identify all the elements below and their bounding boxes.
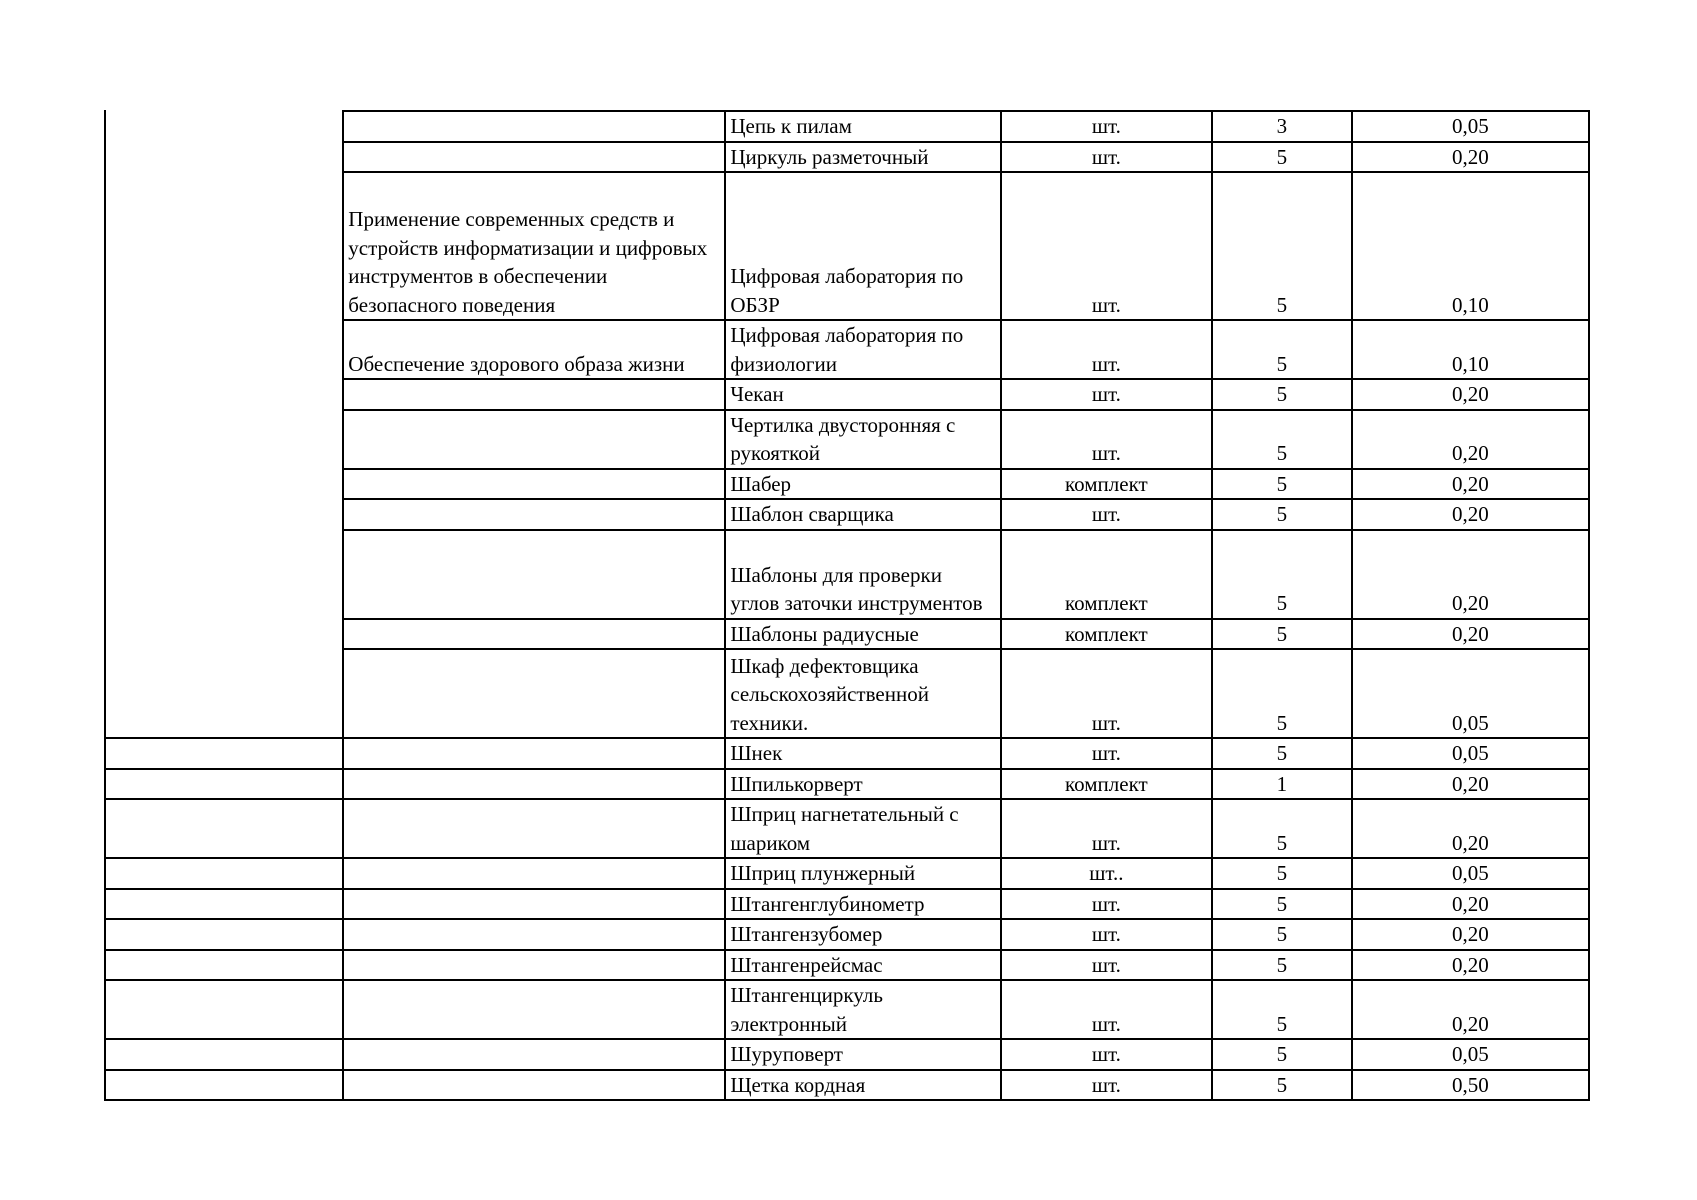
section-cell — [343, 950, 725, 981]
section-cell — [343, 649, 725, 738]
qty-cell: 5 — [1212, 320, 1352, 379]
item-cell: Чекан — [725, 379, 1000, 410]
section-cell — [343, 1070, 725, 1101]
section-cell — [343, 410, 725, 469]
item-cell: Чертилка двусторонняя с рукояткой — [725, 410, 1000, 469]
table-row — [105, 172, 1589, 320]
category-cell — [105, 919, 343, 950]
qty-cell: 5 — [1212, 649, 1352, 738]
section-cell — [343, 469, 725, 500]
category-cell — [105, 142, 343, 173]
table-row — [105, 1070, 1589, 1101]
unit-cell: шт. — [1001, 738, 1212, 769]
table-row — [105, 980, 1589, 1039]
norm-cell: 0,20 — [1352, 919, 1589, 950]
unit-cell: шт. — [1001, 649, 1212, 738]
qty-cell: 5 — [1212, 379, 1352, 410]
qty-cell: 5 — [1212, 499, 1352, 530]
norm-cell: 0,10 — [1352, 320, 1589, 379]
category-cell — [105, 410, 343, 469]
item-cell: Цифровая лаборатория по физиологии — [725, 320, 1000, 379]
unit-cell: шт.. — [1001, 858, 1212, 889]
item-cell: Шаблон сварщика — [725, 499, 1000, 530]
table-row — [105, 142, 1589, 173]
table-row — [105, 619, 1589, 650]
section-cell — [343, 379, 725, 410]
norm-cell: 0,20 — [1352, 889, 1589, 920]
category-cell — [105, 320, 343, 379]
section-cell — [343, 980, 725, 1039]
norm-cell: 0,05 — [1352, 649, 1589, 738]
unit-cell: шт. — [1001, 919, 1212, 950]
qty-cell: 1 — [1212, 769, 1352, 800]
section-cell — [343, 889, 725, 920]
qty-cell: 5 — [1212, 980, 1352, 1039]
item-cell: Штангенрейсмас — [725, 950, 1000, 981]
table-row — [105, 530, 1589, 619]
norm-cell: 0,20 — [1352, 799, 1589, 858]
qty-cell: 5 — [1212, 799, 1352, 858]
qty-cell: 5 — [1212, 889, 1352, 920]
item-cell: Циркуль разметочный — [725, 142, 1000, 173]
norm-cell: 0,20 — [1352, 769, 1589, 800]
qty-cell: 5 — [1212, 142, 1352, 173]
category-cell — [105, 469, 343, 500]
norm-cell: 0,20 — [1352, 142, 1589, 173]
table-row — [105, 410, 1589, 469]
norm-cell: 0,20 — [1352, 379, 1589, 410]
unit-cell: шт. — [1001, 320, 1212, 379]
category-cell — [105, 499, 343, 530]
item-cell: Шприц плунжерный — [725, 858, 1000, 889]
qty-cell: 5 — [1212, 950, 1352, 981]
section-cell: Обеспечение здорового образа жизни — [343, 320, 725, 379]
norm-cell: 0,20 — [1352, 980, 1589, 1039]
norm-cell: 0,10 — [1352, 172, 1589, 320]
section-cell — [343, 858, 725, 889]
item-cell: Шкаф дефектовщика сельскохозяйственной техники. — [725, 649, 1000, 738]
norm-cell: 0,20 — [1352, 619, 1589, 650]
unit-cell: комплект — [1001, 530, 1212, 619]
norm-cell: 0,20 — [1352, 950, 1589, 981]
item-cell: Шабер — [725, 469, 1000, 500]
qty-cell: 5 — [1212, 530, 1352, 619]
section-cell — [343, 499, 725, 530]
table-row — [105, 738, 1589, 769]
item-cell: Цифровая лаборатория по ОБЗР — [725, 172, 1000, 320]
unit-cell: шт. — [1001, 499, 1212, 530]
category-cell — [105, 1039, 343, 1070]
category-cell — [105, 889, 343, 920]
table-row — [105, 111, 1589, 142]
section-cell — [343, 1039, 725, 1070]
unit-cell: шт. — [1001, 799, 1212, 858]
norm-cell: 0,50 — [1352, 1070, 1589, 1101]
section-cell — [343, 919, 725, 950]
unit-cell: шт. — [1001, 379, 1212, 410]
category-cell — [105, 858, 343, 889]
qty-cell: 5 — [1212, 469, 1352, 500]
category-cell — [105, 738, 343, 769]
table-row — [105, 858, 1589, 889]
qty-cell: 5 — [1212, 619, 1352, 650]
norm-cell: 0,05 — [1352, 1039, 1589, 1070]
category-cell — [105, 619, 343, 650]
qty-cell: 5 — [1212, 858, 1352, 889]
category-cell — [105, 980, 343, 1039]
unit-cell: шт. — [1001, 172, 1212, 320]
item-cell: Штангенциркуль электронный — [725, 980, 1000, 1039]
unit-cell: шт. — [1001, 1039, 1212, 1070]
unit-cell: шт. — [1001, 980, 1212, 1039]
table-row — [105, 769, 1589, 800]
item-cell: Щетка кордная — [725, 1070, 1000, 1101]
item-cell: Шнек — [725, 738, 1000, 769]
section-cell — [343, 769, 725, 800]
unit-cell: шт. — [1001, 950, 1212, 981]
norm-cell: 0,20 — [1352, 469, 1589, 500]
qty-cell: 3 — [1212, 111, 1352, 142]
category-cell — [105, 649, 343, 738]
table-row — [105, 499, 1589, 530]
equipment-table — [104, 110, 1590, 1101]
item-cell: Штангензубомер — [725, 919, 1000, 950]
section-cell — [343, 799, 725, 858]
category-cell — [105, 1070, 343, 1101]
qty-cell: 5 — [1212, 738, 1352, 769]
section-cell — [343, 142, 725, 173]
norm-cell: 0,05 — [1352, 738, 1589, 769]
table-row — [105, 799, 1589, 858]
table-row — [105, 1039, 1589, 1070]
norm-cell: 0,20 — [1352, 410, 1589, 469]
category-cell — [105, 799, 343, 858]
table-row — [105, 320, 1589, 379]
unit-cell: шт. — [1001, 142, 1212, 173]
unit-cell: комплект — [1001, 469, 1212, 500]
item-cell: Шприц нагнетательный с шариком — [725, 799, 1000, 858]
unit-cell: шт. — [1001, 1070, 1212, 1101]
section-cell — [343, 619, 725, 650]
qty-cell: 5 — [1212, 172, 1352, 320]
table-row — [105, 649, 1589, 738]
category-cell — [105, 379, 343, 410]
unit-cell: шт. — [1001, 410, 1212, 469]
unit-cell: комплект — [1001, 769, 1212, 800]
table-row — [105, 919, 1589, 950]
qty-cell: 5 — [1212, 410, 1352, 469]
norm-cell: 0,20 — [1352, 499, 1589, 530]
category-cell — [105, 111, 343, 142]
category-cell — [105, 530, 343, 619]
item-cell: Шаблоны радиусные — [725, 619, 1000, 650]
unit-cell: шт. — [1001, 889, 1212, 920]
section-cell — [343, 738, 725, 769]
norm-cell: 0,20 — [1352, 530, 1589, 619]
qty-cell: 5 — [1212, 1039, 1352, 1070]
section-cell — [343, 530, 725, 619]
table-row — [105, 950, 1589, 981]
table-row — [105, 889, 1589, 920]
norm-cell: 0,05 — [1352, 858, 1589, 889]
item-cell: Цепь к пилам — [725, 111, 1000, 142]
item-cell: Шаблоны для проверки углов заточки инструментов — [725, 530, 1000, 619]
category-cell — [105, 769, 343, 800]
category-cell — [105, 172, 343, 320]
section-cell — [343, 111, 725, 142]
section-cell: Применение современных средств и устройств информатизации и цифровых инструментов в обеспечении безопасного поведения — [343, 172, 725, 320]
item-cell: Штангенглубинометр — [725, 889, 1000, 920]
item-cell: Шуруповерт — [725, 1039, 1000, 1070]
qty-cell: 5 — [1212, 1070, 1352, 1101]
norm-cell: 0,05 — [1352, 111, 1589, 142]
unit-cell: шт. — [1001, 111, 1212, 142]
qty-cell: 5 — [1212, 919, 1352, 950]
table-row — [105, 379, 1589, 410]
item-cell: Шпилькорверт — [725, 769, 1000, 800]
category-cell — [105, 950, 343, 981]
table-row — [105, 469, 1589, 500]
unit-cell: комплект — [1001, 619, 1212, 650]
